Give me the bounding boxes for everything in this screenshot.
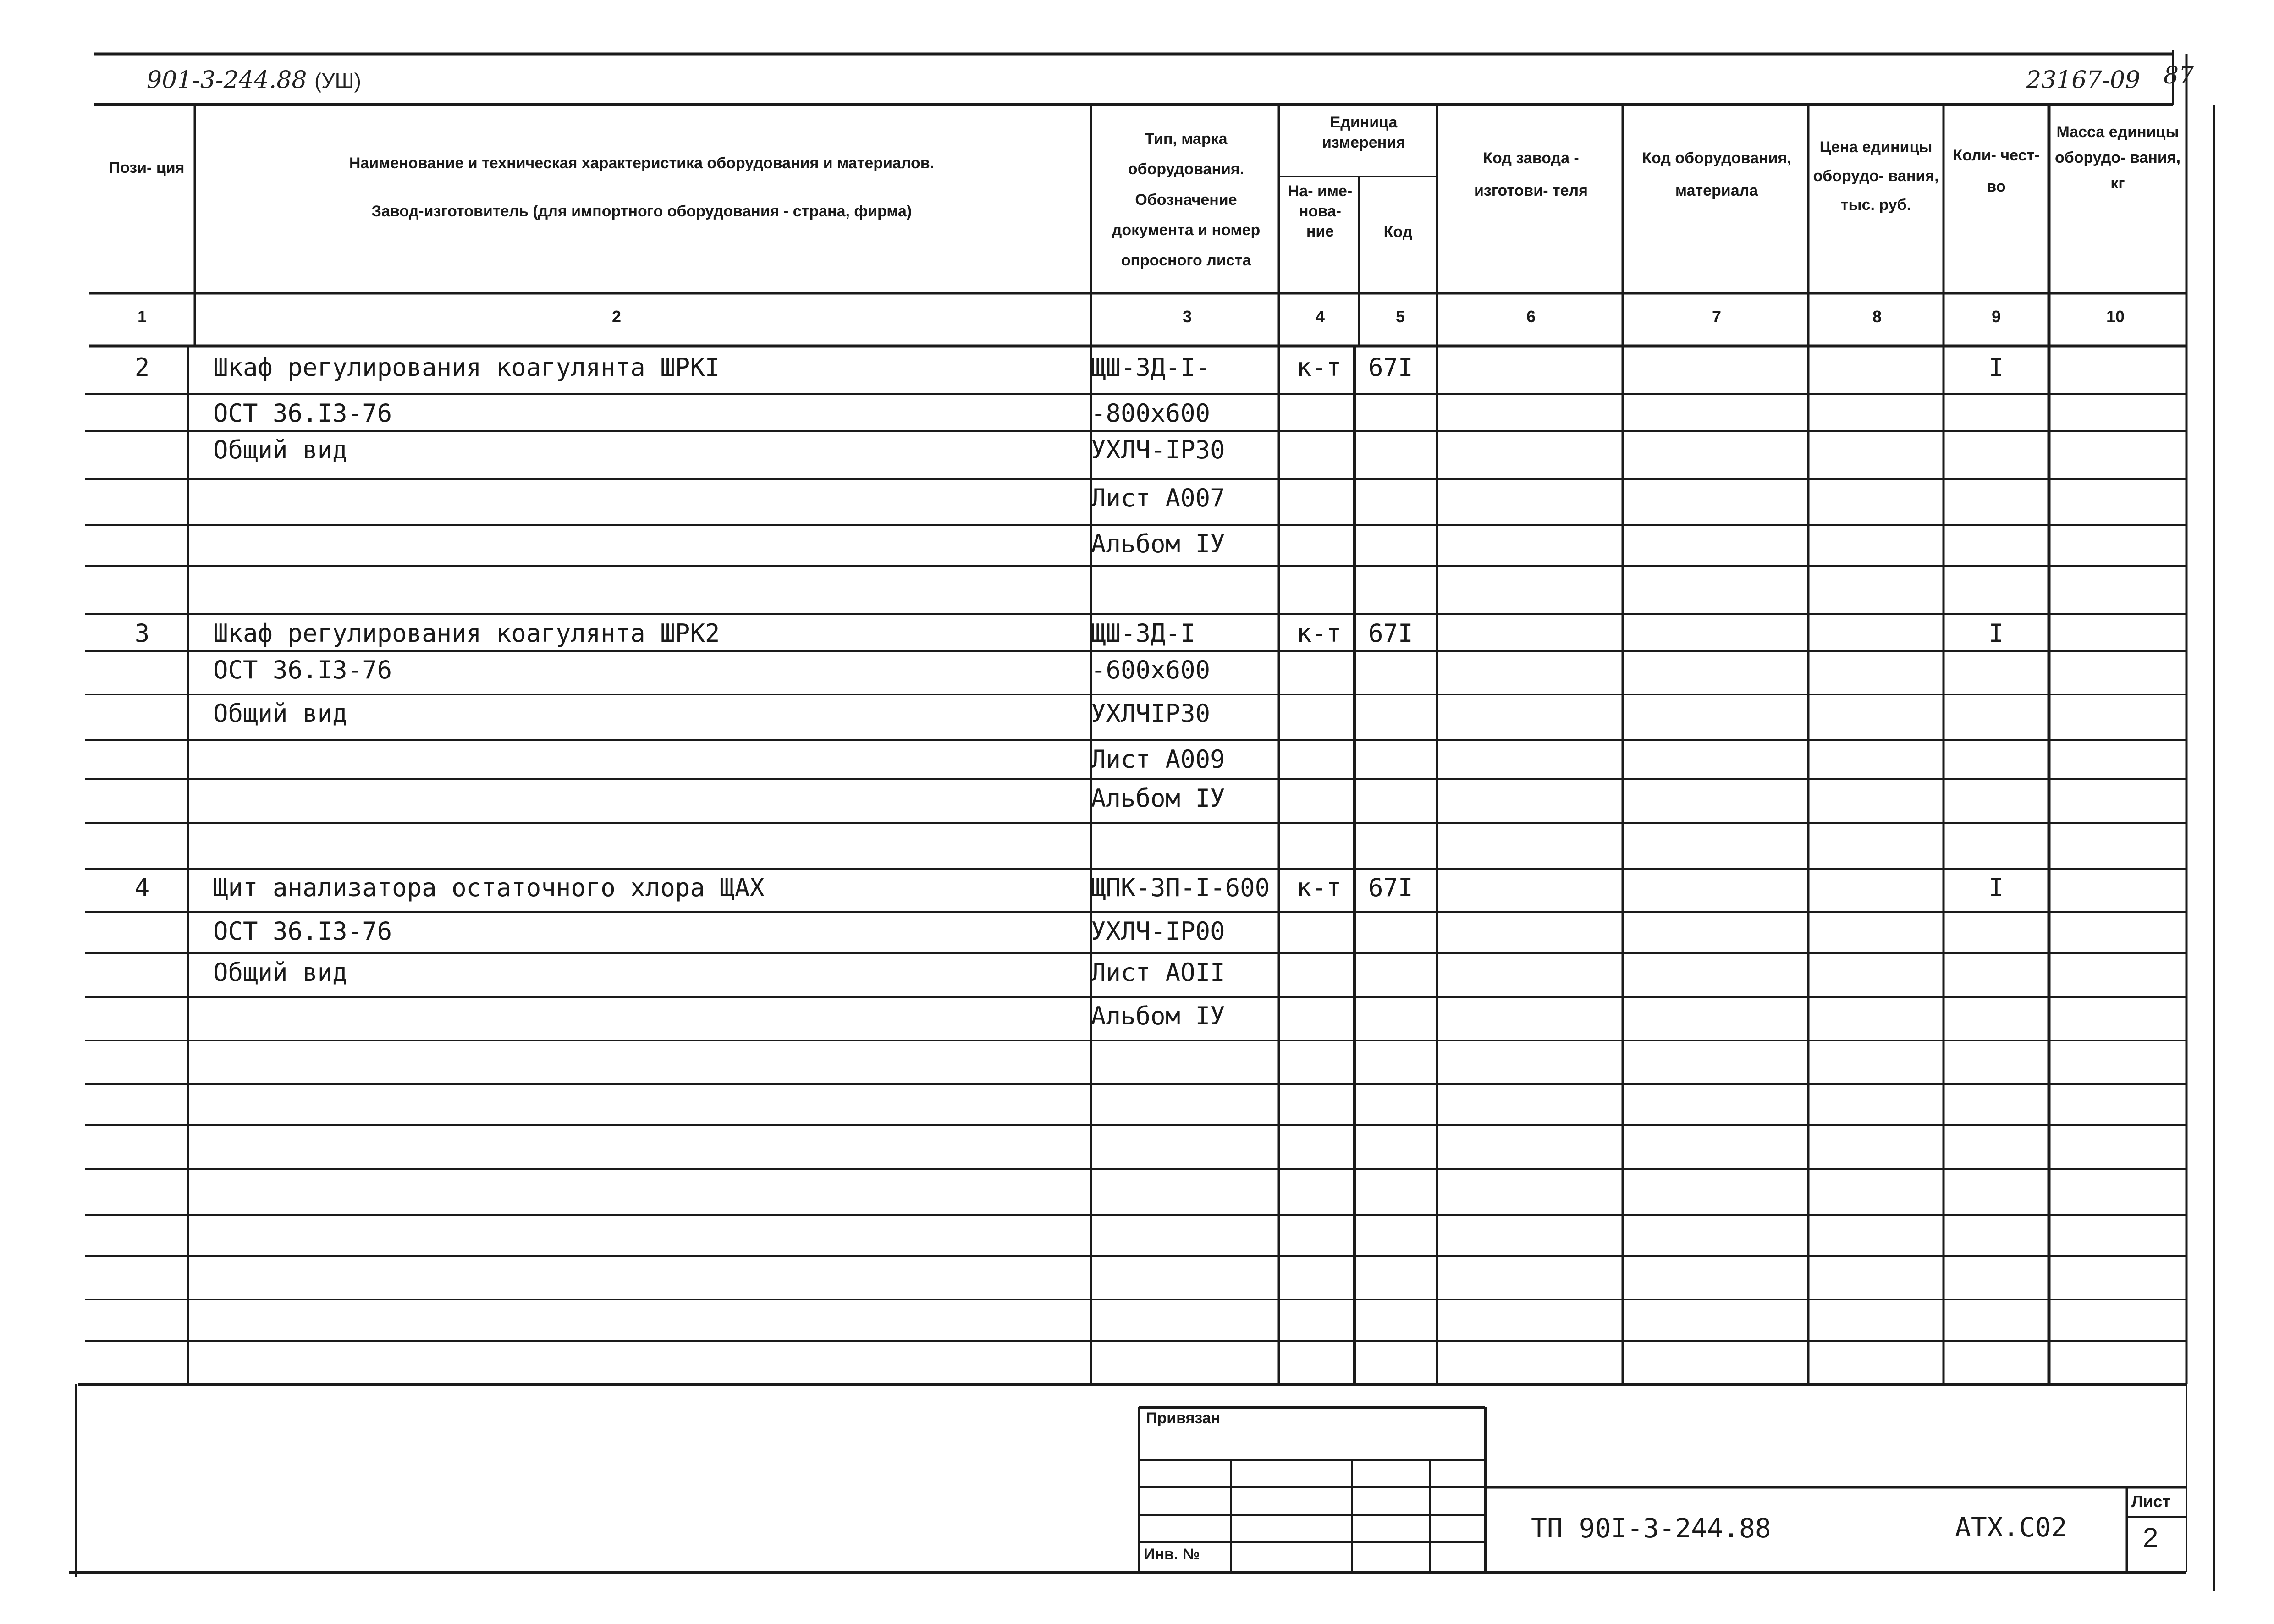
colnum: 2 bbox=[612, 307, 622, 326]
cell-type: Альбом IУ bbox=[1091, 529, 1225, 558]
colnum: 6 bbox=[1526, 307, 1536, 326]
colnum: 10 bbox=[2106, 307, 2125, 326]
cell-code: 67I bbox=[1368, 873, 1413, 902]
stamp-sheet-code: АТХ.С02 bbox=[1955, 1512, 2067, 1543]
cell-type: -800x600 bbox=[1091, 399, 1211, 428]
cell-name: Шкаф регулирования коагулянта ШРКI bbox=[213, 353, 720, 382]
header-name-line1: Наименование и техническая характеристика оборудования и материалов. bbox=[349, 154, 935, 172]
cell-name: ОСТ 36.I3-76 bbox=[213, 399, 392, 428]
header-price: Цена единицы оборудо- вания, тыс. руб. bbox=[1813, 138, 1939, 214]
cell-unit: к-т bbox=[1296, 619, 1342, 648]
cell-code: 67I bbox=[1368, 353, 1413, 382]
doc-number-right: 23167-09 bbox=[2026, 66, 2141, 94]
cell-type: Лист АОII bbox=[1091, 958, 1225, 987]
cell-type: ЩШ-3Д-I- bbox=[1091, 353, 1211, 382]
cell-name: Общий вид bbox=[213, 699, 347, 728]
cell-name: Щит анализатора остаточного хлора ЩАХ bbox=[213, 873, 765, 902]
colnum: 3 bbox=[1183, 307, 1192, 326]
cell-type: Альбом IУ bbox=[1091, 784, 1225, 813]
doc-code: 901-3-244.88 bbox=[147, 66, 307, 94]
header-unit-code: Код bbox=[1383, 223, 1413, 241]
colnum: 1 bbox=[138, 307, 147, 326]
cell-pos: 3 bbox=[134, 619, 150, 648]
header-position: Пози- ция bbox=[109, 159, 185, 176]
cell-qty: I bbox=[1988, 353, 2004, 382]
header-name-line2: Завод-изготовитель (для импортного оборудования - страна, фирма) bbox=[371, 203, 912, 220]
cell-unit: к-т bbox=[1296, 353, 1342, 382]
cell-type: УХЛЧIР30 bbox=[1091, 699, 1211, 728]
cell-type: УХЛЧ-IР00 bbox=[1091, 917, 1225, 946]
colnum: 7 bbox=[1712, 307, 1722, 326]
stamp-inv-no: Инв. № bbox=[1144, 1546, 1200, 1563]
column-numbers-row bbox=[0, 307, 2274, 335]
header-factory-code: Код завода - изготови- теля bbox=[1474, 149, 1588, 200]
header-equipment-code: Код оборудования, материала bbox=[1642, 149, 1791, 200]
cell-name: Общий вид bbox=[213, 435, 347, 464]
cell-name: ОСТ 36.I3-76 bbox=[213, 917, 392, 946]
doc-code-suffix: (УШ) bbox=[314, 69, 361, 93]
cell-type: -600x600 bbox=[1091, 655, 1211, 684]
cell-name: Общий вид bbox=[213, 958, 347, 987]
cell-qty: I bbox=[1988, 619, 2004, 648]
page-number: 87 bbox=[2164, 62, 2194, 89]
cell-code: 67I bbox=[1368, 619, 1413, 648]
cell-name: Шкаф регулирования коагулянта ШРК2 bbox=[213, 619, 720, 648]
cell-name: ОСТ 36.I3-76 bbox=[213, 655, 392, 684]
header-unit-name: На- име- нова- ние bbox=[1288, 182, 1353, 241]
stamp-project-code: ТП 90I-3-244.88 bbox=[1531, 1513, 1771, 1544]
header-quantity: Коли- чест- во bbox=[1953, 147, 2040, 195]
cell-type: Лист А007 bbox=[1091, 484, 1225, 512]
colnum: 8 bbox=[1872, 307, 1882, 326]
header-unit-group: Единица измерения bbox=[1322, 114, 1405, 152]
colnum: 5 bbox=[1396, 307, 1405, 326]
stamp-sheet-label: Лист bbox=[2131, 1492, 2171, 1511]
cell-type: Альбом IУ bbox=[1091, 1002, 1225, 1030]
colnum: 4 bbox=[1316, 307, 1325, 326]
cell-pos: 2 bbox=[134, 353, 150, 382]
cell-type: ЩШ-3Д-I bbox=[1091, 619, 1195, 648]
doc-code-left bbox=[147, 66, 361, 94]
cell-qty: I bbox=[1988, 873, 2004, 902]
cell-type: Лист А009 bbox=[1091, 745, 1225, 774]
header-type: Тип, марка оборудования. Обозначение документа и номер опросного листа bbox=[1112, 130, 1261, 270]
stamp-sheet-number: 2 bbox=[2143, 1522, 2158, 1553]
header-mass: Масса единицы оборудо- вания, кг bbox=[2054, 123, 2181, 193]
cell-pos: 4 bbox=[134, 873, 150, 902]
cell-unit: к-т bbox=[1296, 873, 1342, 902]
cell-type: УХЛЧ-IР30 bbox=[1091, 435, 1225, 464]
cell-type: ЩПК-3П-I-600 bbox=[1091, 873, 1270, 902]
colnum: 9 bbox=[1992, 307, 2001, 326]
stamp-privyazan: Привязан bbox=[1146, 1409, 1221, 1427]
